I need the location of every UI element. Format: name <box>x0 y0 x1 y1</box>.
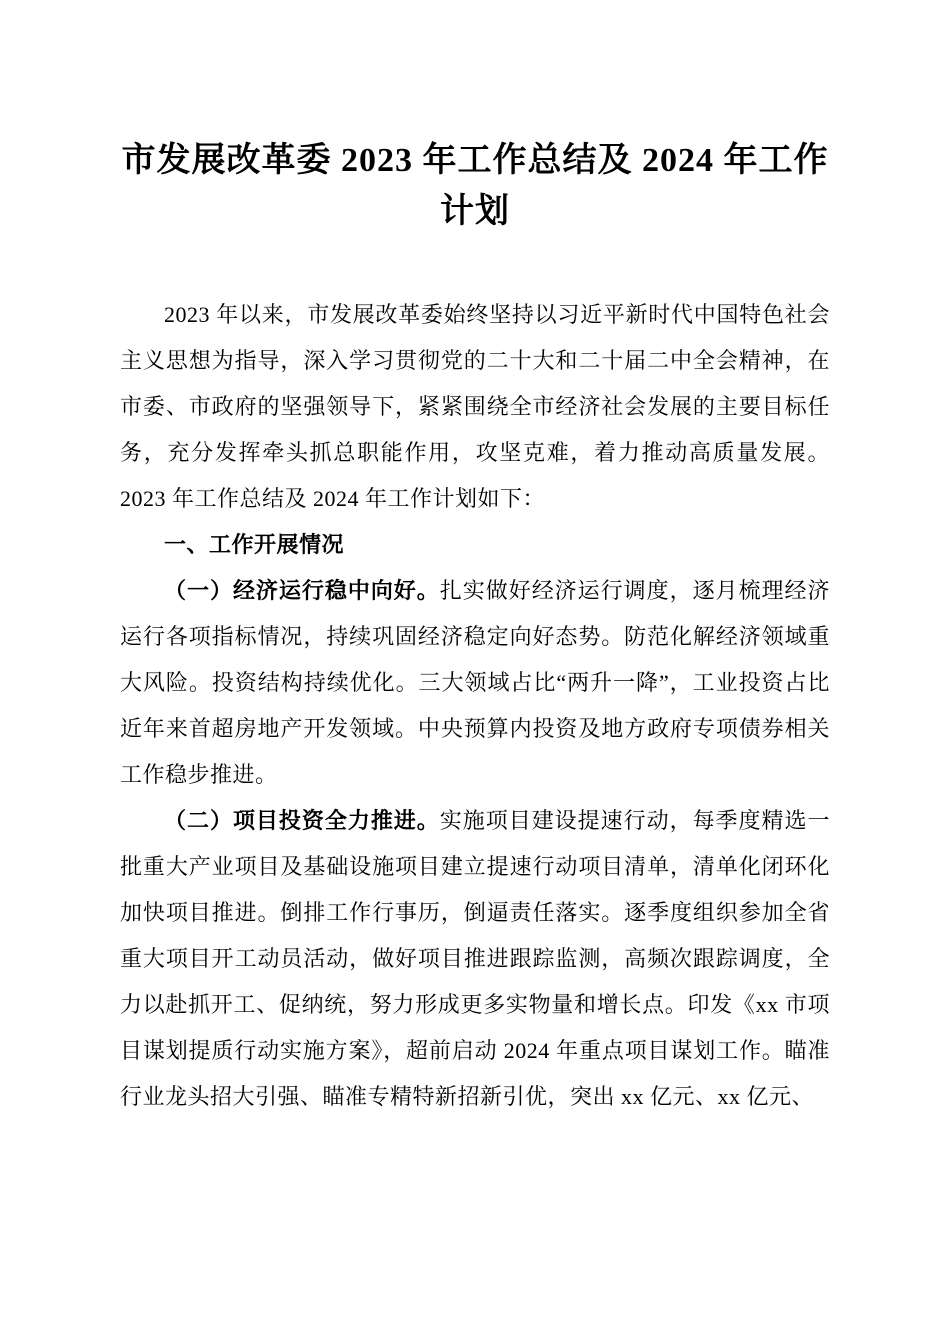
paragraph-intro: 2023 年以来，市发展改革委始终坚持以习近平新时代中国特色社会主义思想为指导，深入学习贯彻党的二十大和二十届二中全会精神，在市委、市政府的坚强领导下，紧紧围绕全市经济社会发展的主要目标任务，充分发挥牵头抓总职能作用，攻坚克难，着力推动高质量发展。2023 年工作总结及 2024 年工作计划如下： <box>120 302 830 511</box>
paragraph-1-lead: （一）经济运行稳中向好。 <box>164 578 440 603</box>
paragraph-1-text: 扎实做好经济运行调度，逐月梳理经济运行各项指标情况，持续巩固经济稳定向好态势。防范化解经济领域重大风险。投资结构持续优化。三大领域占比“两升一降”，工业投资占比近年来首超房地产开发领域。中央预算内投资及地方政府专项债券相关工作稳步推进。 <box>120 578 830 787</box>
section-heading-1: 一、工作开展情况 <box>164 532 345 557</box>
paragraph-2-lead: （二）项目投资全力推进。 <box>164 808 440 833</box>
paragraph-section-2 <box>120 798 830 1120</box>
paragraph-2-text: 实施项目建设提速行动，每季度精选一批重大产业项目及基础设施项目建立提速行动项目清单，清单化闭环化加快项目推进。倒排工作行事历，倒逼责任落实。逐季度组织参加全省重大项目开工动员活动，做好项目推进跟踪监测，高频次跟踪调度，全力以赴抓开工、促纳统，努力形成更多实物量和增长点。印发《xx 市项目谋划提质行动实施方案》，超前启动 2024 年重点项目谋划工作。瞄准行业龙头招大引强、瞄准专精特新招新引优，突出 xx 亿元、xx 亿元、 <box>120 808 830 1109</box>
document-title: 市发展改革委 2023 年工作总结及 2024 年工作计划 <box>121 142 829 230</box>
paragraph-section-1 <box>120 568 830 798</box>
